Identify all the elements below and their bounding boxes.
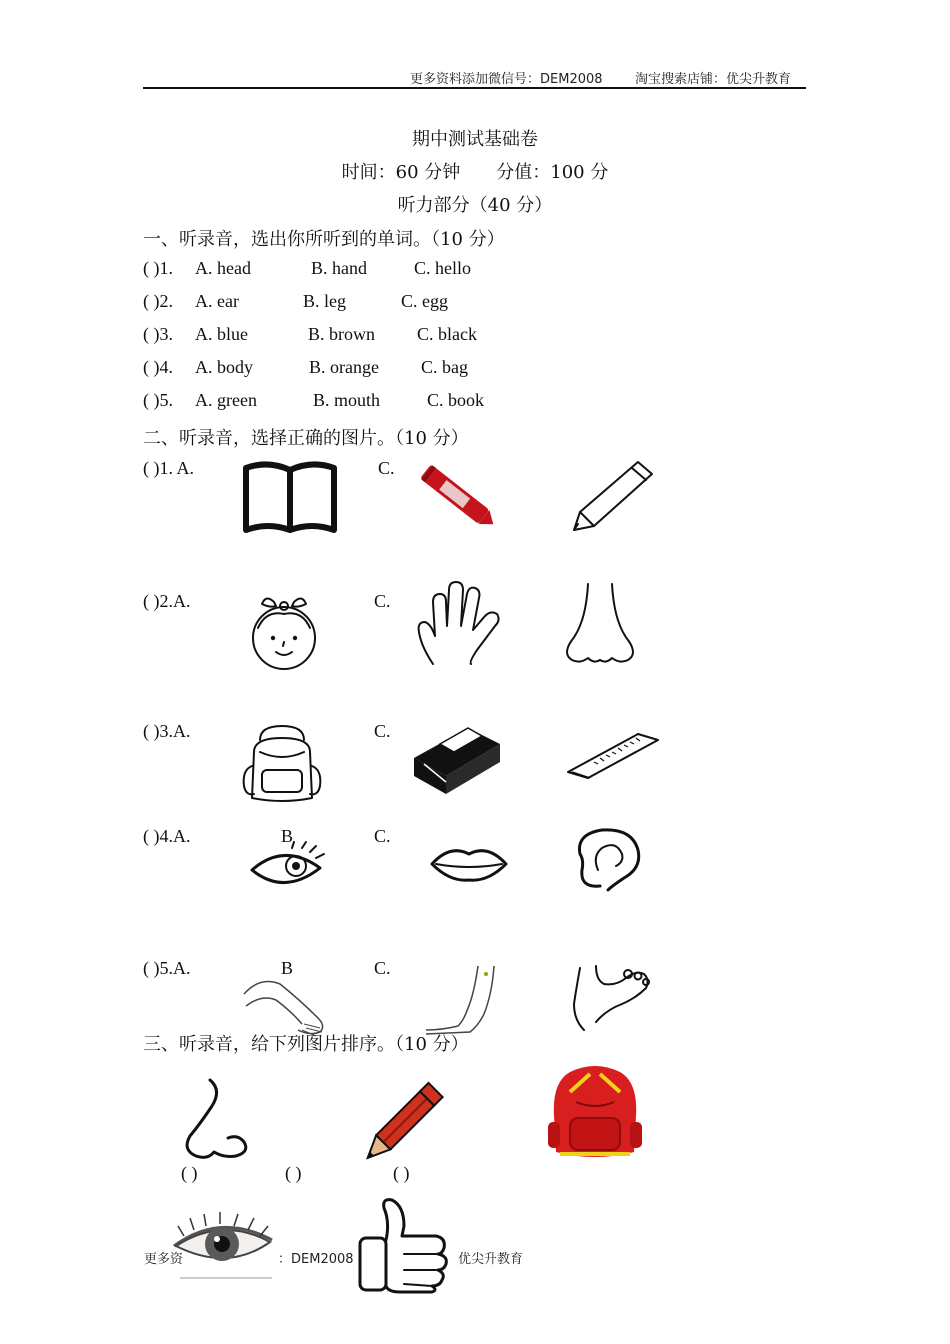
hand-icon	[413, 580, 505, 666]
header-rule	[143, 87, 806, 89]
eye-photo-icon	[172, 1206, 276, 1282]
pic-q2-label-c: C.	[374, 591, 391, 611]
section3-heading: 三、听录音，给下列图片排序。（10 分）	[143, 1034, 469, 1055]
footer-right-text: 优尖升教育	[458, 1252, 524, 1267]
part-title: 听力部分（40 分）	[397, 195, 553, 216]
ruler-icon	[564, 730, 660, 782]
q5-number: ( )5.	[143, 390, 173, 410]
backpack-icon	[240, 722, 326, 804]
pic-q3-label-c: C.	[374, 721, 391, 741]
arm-icon	[240, 966, 330, 1040]
seq-nose-icon	[180, 1076, 252, 1164]
pic-q5-label-b: B	[281, 958, 294, 978]
q5-option-c: C. book	[427, 390, 485, 410]
red-backpack-icon	[540, 1062, 650, 1166]
q4-option-b: B. orange	[309, 357, 379, 377]
q1-number: ( )1.	[143, 258, 173, 278]
q1-option-a: A. head	[195, 258, 251, 278]
seq-blank-2[interactable]: ( )	[285, 1163, 302, 1183]
pic-q5-label-c: C.	[374, 958, 391, 978]
pic-q4-label-b: B	[281, 826, 294, 846]
q4-option-c: C. bag	[421, 357, 468, 377]
pic-q1-label-c: C.	[378, 458, 395, 478]
seq-blank-1[interactable]: ( )	[181, 1163, 198, 1183]
book-icon	[240, 458, 340, 538]
eye-icon	[248, 842, 328, 894]
q5-option-a: A. green	[195, 390, 257, 410]
section1-heading: 一、听录音，选出你所听到的单词。（10 分）	[143, 229, 505, 250]
header-wechat: 更多资料添加微信号：DEM2008	[410, 72, 603, 87]
q2-number: ( )2.	[143, 291, 173, 311]
header-taobao: 淘宝搜索店铺：优尖升教育	[635, 72, 792, 87]
section2-heading: 二、听录音，选择正确的图片。（10 分）	[143, 428, 469, 449]
q3-number: ( )3.	[143, 324, 173, 344]
q3-option-c: C. black	[417, 324, 477, 344]
footer-left-text: 更多资	[144, 1252, 184, 1267]
q1-option-c: C. hello	[414, 258, 471, 278]
pic-q1-number: ( )1. A.	[143, 458, 194, 478]
eraser-icon	[410, 724, 504, 796]
ear-icon	[572, 826, 648, 894]
q2-option-a: A. ear	[195, 291, 239, 311]
leg-icon	[418, 964, 502, 1036]
q5-option-b: B. mouth	[313, 390, 381, 410]
pic-q5-number: ( )5.A.	[143, 958, 191, 978]
crayon-icon	[412, 460, 504, 536]
thumbs-up-icon	[356, 1196, 454, 1294]
pic-q3-number: ( )3.A.	[143, 721, 191, 741]
pic-q4-label-c: C.	[374, 826, 391, 846]
pencil-icon	[566, 458, 656, 534]
q2-option-b: B. leg	[303, 291, 346, 311]
q4-number: ( )4.	[143, 357, 173, 377]
q4-option-a: A. body	[195, 357, 253, 377]
mouth-icon	[428, 842, 510, 884]
q1-option-b: B. hand	[311, 258, 367, 278]
q2-option-c: C. egg	[401, 291, 448, 311]
nose-icon	[562, 582, 638, 668]
red-pencil-icon	[360, 1074, 456, 1164]
q3-option-a: A. blue	[195, 324, 248, 344]
page-title: 期中测试基础卷	[412, 129, 538, 150]
exam-meta: 时间：60 分钟 分值：100 分	[341, 162, 609, 183]
pic-q2-number: ( )2.A.	[143, 591, 191, 611]
footer-mid-text: ：DEM2008	[278, 1252, 354, 1267]
seq-blank-3[interactable]: ( )	[393, 1163, 410, 1183]
q3-option-b: B. brown	[308, 324, 375, 344]
foot-icon	[566, 964, 652, 1034]
girl-face-icon	[246, 592, 322, 674]
pic-q4-number: ( )4.A.	[143, 826, 191, 846]
